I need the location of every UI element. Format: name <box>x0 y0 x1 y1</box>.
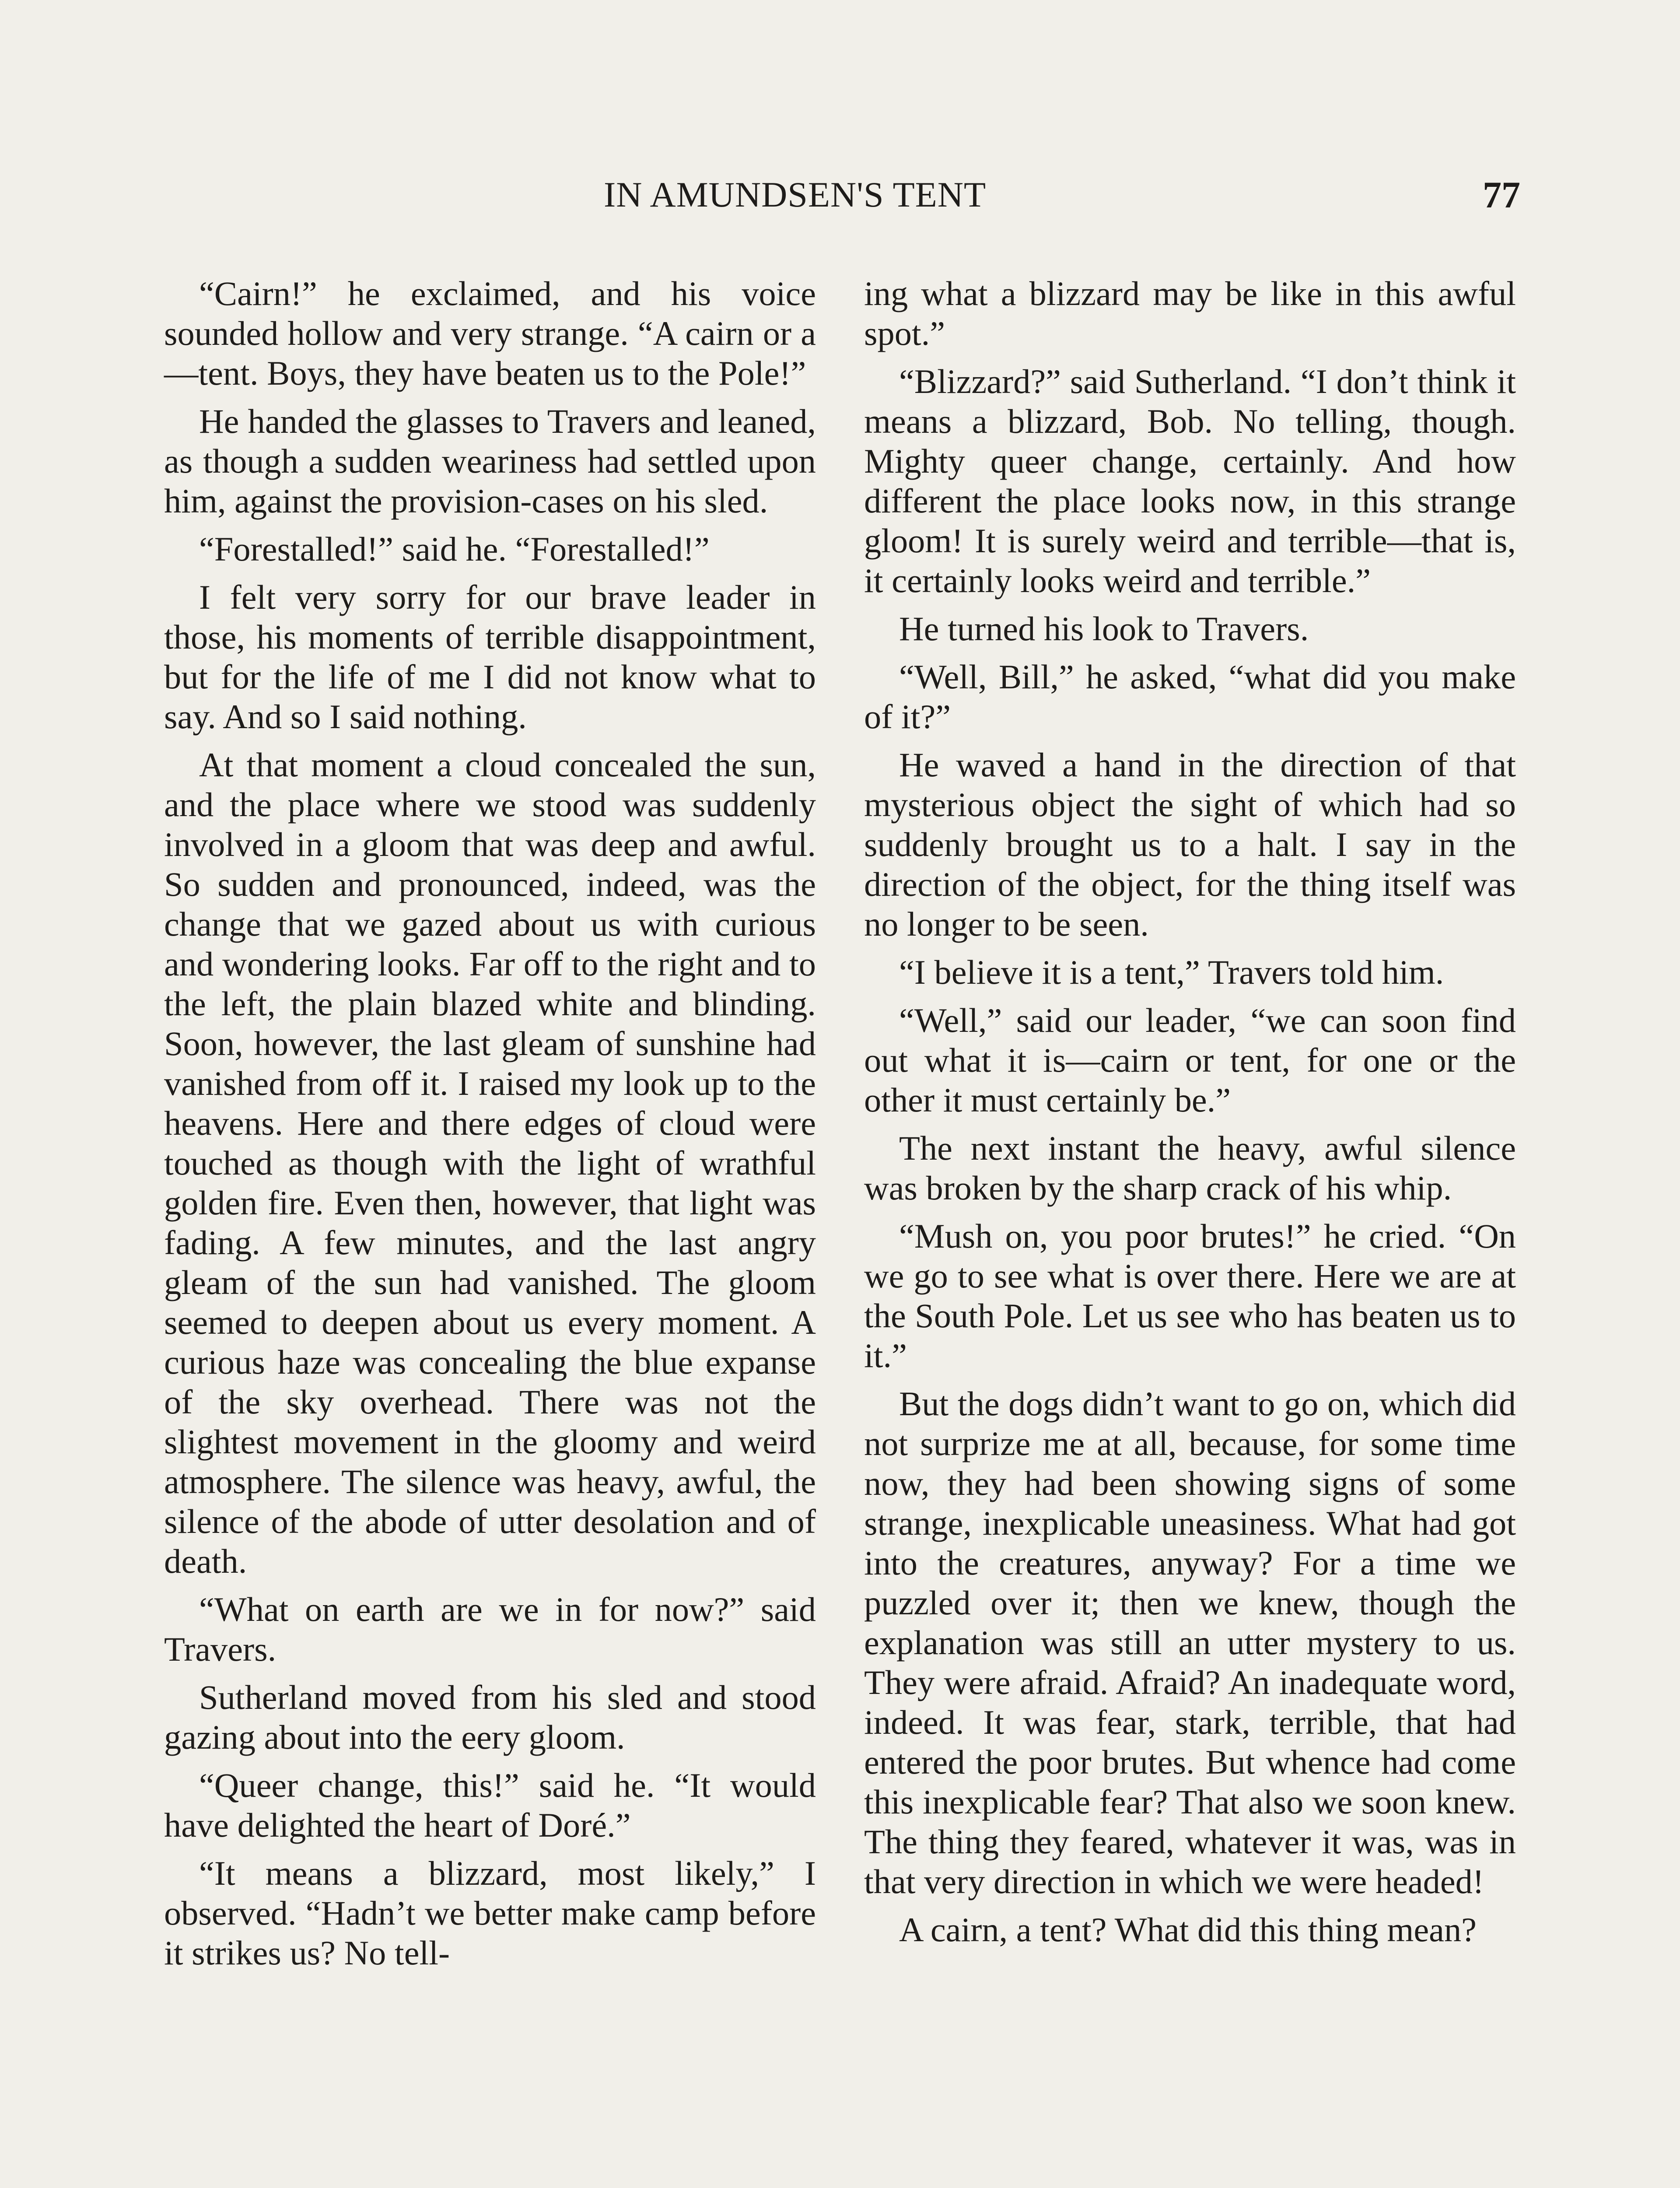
paragraph: “I believe it is a tent,” Travers told him. <box>899 953 1444 991</box>
paragraph: He turned his look to Travers. <box>899 610 1309 648</box>
paragraph: “What on earth are we in for now?” said Travers. <box>164 1590 816 1668</box>
paragraph: But the dogs didn’t want to go on, which did not surprize me at all, because, for some time now, they had been showing signs of some strange, inexplicable uneasiness. What had got into the creatures, anyway? For a time we puzzled over it; then we knew, though the explanation was still an utter mystery to us. They were afraid. Afraid? An inadequate word, indeed. It was fear, stark, terrible, that had entered the poor brutes. But whence had come this inexplicable fear? That also we soon knew. The thing they feared, whatever it was, was in that very direction in which we were headed! <box>864 1385 1516 1900</box>
page-number: 77 <box>1483 174 1520 216</box>
paragraph: “Well,” said our leader, “we can soon find out what it is—cairn or tent, for one or the other it must certainly be.” <box>864 1001 1516 1119</box>
paragraph: “Mush on, you poor brutes!” he cried. “On we go to see what is over there. Here we are at the South Pole. Let us see who has beaten us to it.” <box>864 1217 1516 1375</box>
paragraph: “Queer change, this!” said he. “It would have delighted the heart of Doré.” <box>164 1766 816 1844</box>
paragraph: “Cairn!” he exclaimed, and his voice sounded hollow and very strange. “A cairn or a—tent. Boys, they have beaten us to the Pole!” <box>164 274 816 392</box>
paragraph: “Forestalled!” said he. “Forestalled!” <box>199 530 710 568</box>
paragraph: The next instant the heavy, awful silence was broken by the sharp crack of his whip. <box>864 1129 1516 1207</box>
paragraph-continued: ing what a blizzard may be like in this awful spot.” <box>864 274 1516 352</box>
paragraph: Sutherland moved from his sled and stood gazing about into the eery gloom. <box>164 1678 816 1756</box>
running-title: IN AMUNDSEN'S TENT <box>604 175 987 214</box>
paragraph: He waved a hand in the direction of that mysterious object the sight of which had so suddenly brought us to a halt. I say in the direction of the object, for the thing itself was no longer to be seen. <box>864 746 1516 943</box>
page-header <box>604 168 1520 221</box>
paragraph: “Well, Bill,” he asked, “what did you make of it?” <box>864 658 1516 736</box>
paragraph: He handed the glasses to Travers and leaned, as though a sudden weariness had settled upon him, against the provision-cases on his sled. <box>164 402 816 520</box>
left-column <box>164 274 816 1981</box>
right-column <box>864 274 1516 1958</box>
paragraph: At that moment a cloud concealed the sun, and the place where we stood was suddenly involved in a gloom that was deep and awful. So sudden and pronounced, indeed, was the change that we gazed about us with curious and wondering looks. Far off to the right and to the left, the plain blazed white and blinding. Soon, however, the last gleam of sunshine had vanished from off it. I raised my look up to the heavens. Here and there edges of cloud were touched as though with the light of wrathful golden fire. Even then, however, that light was fading. A few minutes, and the last angry gleam of the sun had vanished. The gloom seemed to deepen about us every moment. A curious haze was concealing the blue expanse of the sky overhead. There was not the slightest movement in the gloomy and weird atmosphere. The silence was heavy, awful, the silence of the abode of utter desolation and of death. <box>164 746 816 1580</box>
paragraph: “It means a blizzard, most likely,” I observed. “Hadn’t we better make camp before it strikes us? No tell- <box>164 1854 816 1972</box>
paragraph: I felt very sorry for our brave leader in those, his moments of terrible disappointment, but for the life of me I did not know what to say. And so I said nothing. <box>164 578 816 736</box>
paragraph: A cairn, a tent? What did this thing mean? <box>899 1911 1477 1949</box>
paragraph: “Blizzard?” said Sutherland. “I don’t think it means a blizzard, Bob. No telling, though. Mighty queer change, certainly. And how different the place looks now, in this strange gloom! It is surely weird and terrible—that is, it certainly looks weird and terrible.” <box>864 362 1516 600</box>
